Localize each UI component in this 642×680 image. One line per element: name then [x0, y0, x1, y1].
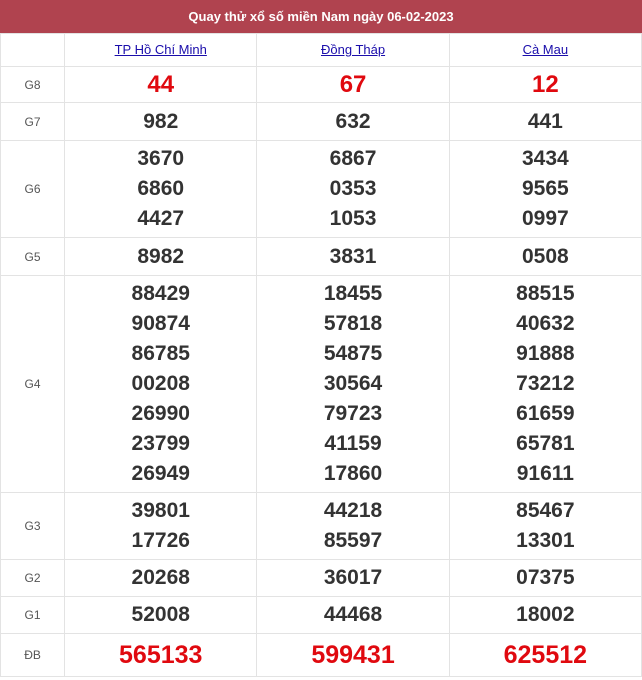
prize-number: 3434: [521, 147, 569, 170]
prize-cell: [449, 238, 641, 276]
prize-number: 07375: [516, 566, 575, 589]
province-link[interactable]: Cà Mau: [522, 42, 569, 57]
prize-number: 441: [527, 109, 563, 133]
prize-cell: [257, 103, 449, 141]
prize-label: G8: [1, 67, 65, 103]
prize-number: 23799: [131, 432, 190, 455]
prize-number: 30564: [323, 372, 383, 395]
prize-row: [1, 103, 642, 141]
prize-row: [1, 634, 642, 677]
prize-number: 599431: [311, 641, 395, 669]
prize-number: 91888: [516, 342, 575, 365]
prize-number: 36017: [323, 566, 383, 589]
prize-number: 0997: [521, 207, 569, 230]
prize-number: 39801: [131, 499, 190, 522]
prize-number: 26990: [131, 402, 190, 425]
results-table: [0, 33, 642, 677]
prize-number: 6867: [329, 147, 377, 170]
page-title: Quay thử xổ số miền Nam ngày 06-02-2023: [0, 0, 642, 33]
prize-label: G2: [1, 560, 65, 597]
prize-label: G5: [1, 238, 65, 276]
prize-number: 18002: [516, 603, 575, 626]
prize-row: [1, 141, 642, 238]
prize-number: 632: [335, 109, 371, 133]
prize-number: 3831: [329, 244, 377, 268]
prize-number: 1053: [329, 207, 377, 230]
prize-cell: [65, 67, 257, 103]
prize-cell: [257, 141, 449, 238]
province-header-cell: [449, 34, 641, 67]
prize-number: 13301: [516, 529, 575, 552]
prize-number: 65781: [516, 432, 575, 455]
prize-number: 0353: [329, 177, 377, 200]
prize-number: 91611: [516, 462, 574, 485]
prize-number: 8982: [137, 244, 185, 268]
prize-cell: [65, 141, 257, 238]
prize-number: 86785: [131, 342, 190, 365]
prize-cell: [65, 276, 257, 493]
prize-number: 40632: [516, 312, 575, 335]
prize-cell: [449, 141, 641, 238]
prize-number: 0508: [521, 244, 569, 268]
prize-number: 20268: [131, 566, 190, 589]
prize-row: [1, 597, 642, 634]
prize-number: 12: [531, 70, 559, 98]
prize-cell: [257, 493, 449, 560]
prize-number: 85597: [323, 529, 383, 552]
prize-label: G1: [1, 597, 65, 634]
prize-cell: [449, 493, 641, 560]
prize-number: 61659: [516, 402, 575, 425]
prize-cell: [449, 67, 641, 103]
prize-cell: [257, 560, 449, 597]
prize-number: 17726: [131, 529, 190, 552]
prize-number: 88515: [516, 282, 575, 305]
province-header-row: [1, 34, 642, 67]
prize-number: 57818: [323, 312, 383, 335]
prize-number: 52008: [131, 603, 190, 626]
prize-row: [1, 560, 642, 597]
prize-label: G7: [1, 103, 65, 141]
prize-number: 565133: [119, 641, 203, 669]
prize-number: 88429: [131, 282, 190, 305]
prize-number: 90874: [131, 312, 190, 335]
prize-number: 44218: [323, 499, 383, 522]
prize-number: 9565: [521, 177, 569, 200]
prize-cell: [65, 597, 257, 634]
prize-cell: [449, 634, 641, 677]
province-link[interactable]: TP Hồ Chí Minh: [114, 42, 207, 57]
prize-cell: [449, 103, 641, 141]
prize-label: G6: [1, 141, 65, 238]
prize-number: 44468: [323, 603, 383, 626]
prize-number: 17860: [323, 462, 383, 485]
prize-cell: [257, 597, 449, 634]
prize-cell: [65, 634, 257, 677]
prize-number: 18455: [323, 282, 383, 305]
prize-number: 3670: [137, 147, 185, 170]
prize-label: G4: [1, 276, 65, 493]
prize-number: 4427: [137, 207, 185, 230]
prize-row: [1, 276, 642, 493]
prize-number: 54875: [323, 342, 383, 365]
prize-cell: [65, 493, 257, 560]
province-header-cell: [65, 34, 257, 67]
header-empty-cell: [1, 34, 65, 67]
prize-row: [1, 67, 642, 103]
prize-number: 26949: [131, 462, 190, 485]
prize-number: 982: [143, 109, 179, 133]
prize-number: 00208: [131, 372, 190, 395]
prize-cell: [449, 276, 641, 493]
prize-number: 44: [147, 70, 175, 98]
prize-cell: [257, 238, 449, 276]
prize-label: G3: [1, 493, 65, 560]
prize-number: 41159: [324, 432, 382, 455]
prize-cell: [65, 560, 257, 597]
prize-cell: [449, 560, 641, 597]
province-header-cell: [257, 34, 449, 67]
prize-cell: [257, 276, 449, 493]
prize-number: 625512: [503, 641, 588, 669]
prize-cell: [257, 634, 449, 677]
prize-row: [1, 493, 642, 560]
prize-cell: [65, 103, 257, 141]
prize-cell: [449, 597, 641, 634]
prize-number: 85467: [516, 499, 575, 522]
prize-number: 73212: [516, 372, 575, 395]
prize-number: 67: [339, 70, 367, 98]
prize-row: [1, 238, 642, 276]
prize-number: 79723: [323, 402, 383, 425]
province-link[interactable]: Đồng Tháp: [320, 42, 386, 57]
prize-cell: [257, 67, 449, 103]
prize-label: ĐB: [1, 634, 65, 677]
prize-cell: [65, 238, 257, 276]
prize-number: 6860: [137, 177, 185, 200]
